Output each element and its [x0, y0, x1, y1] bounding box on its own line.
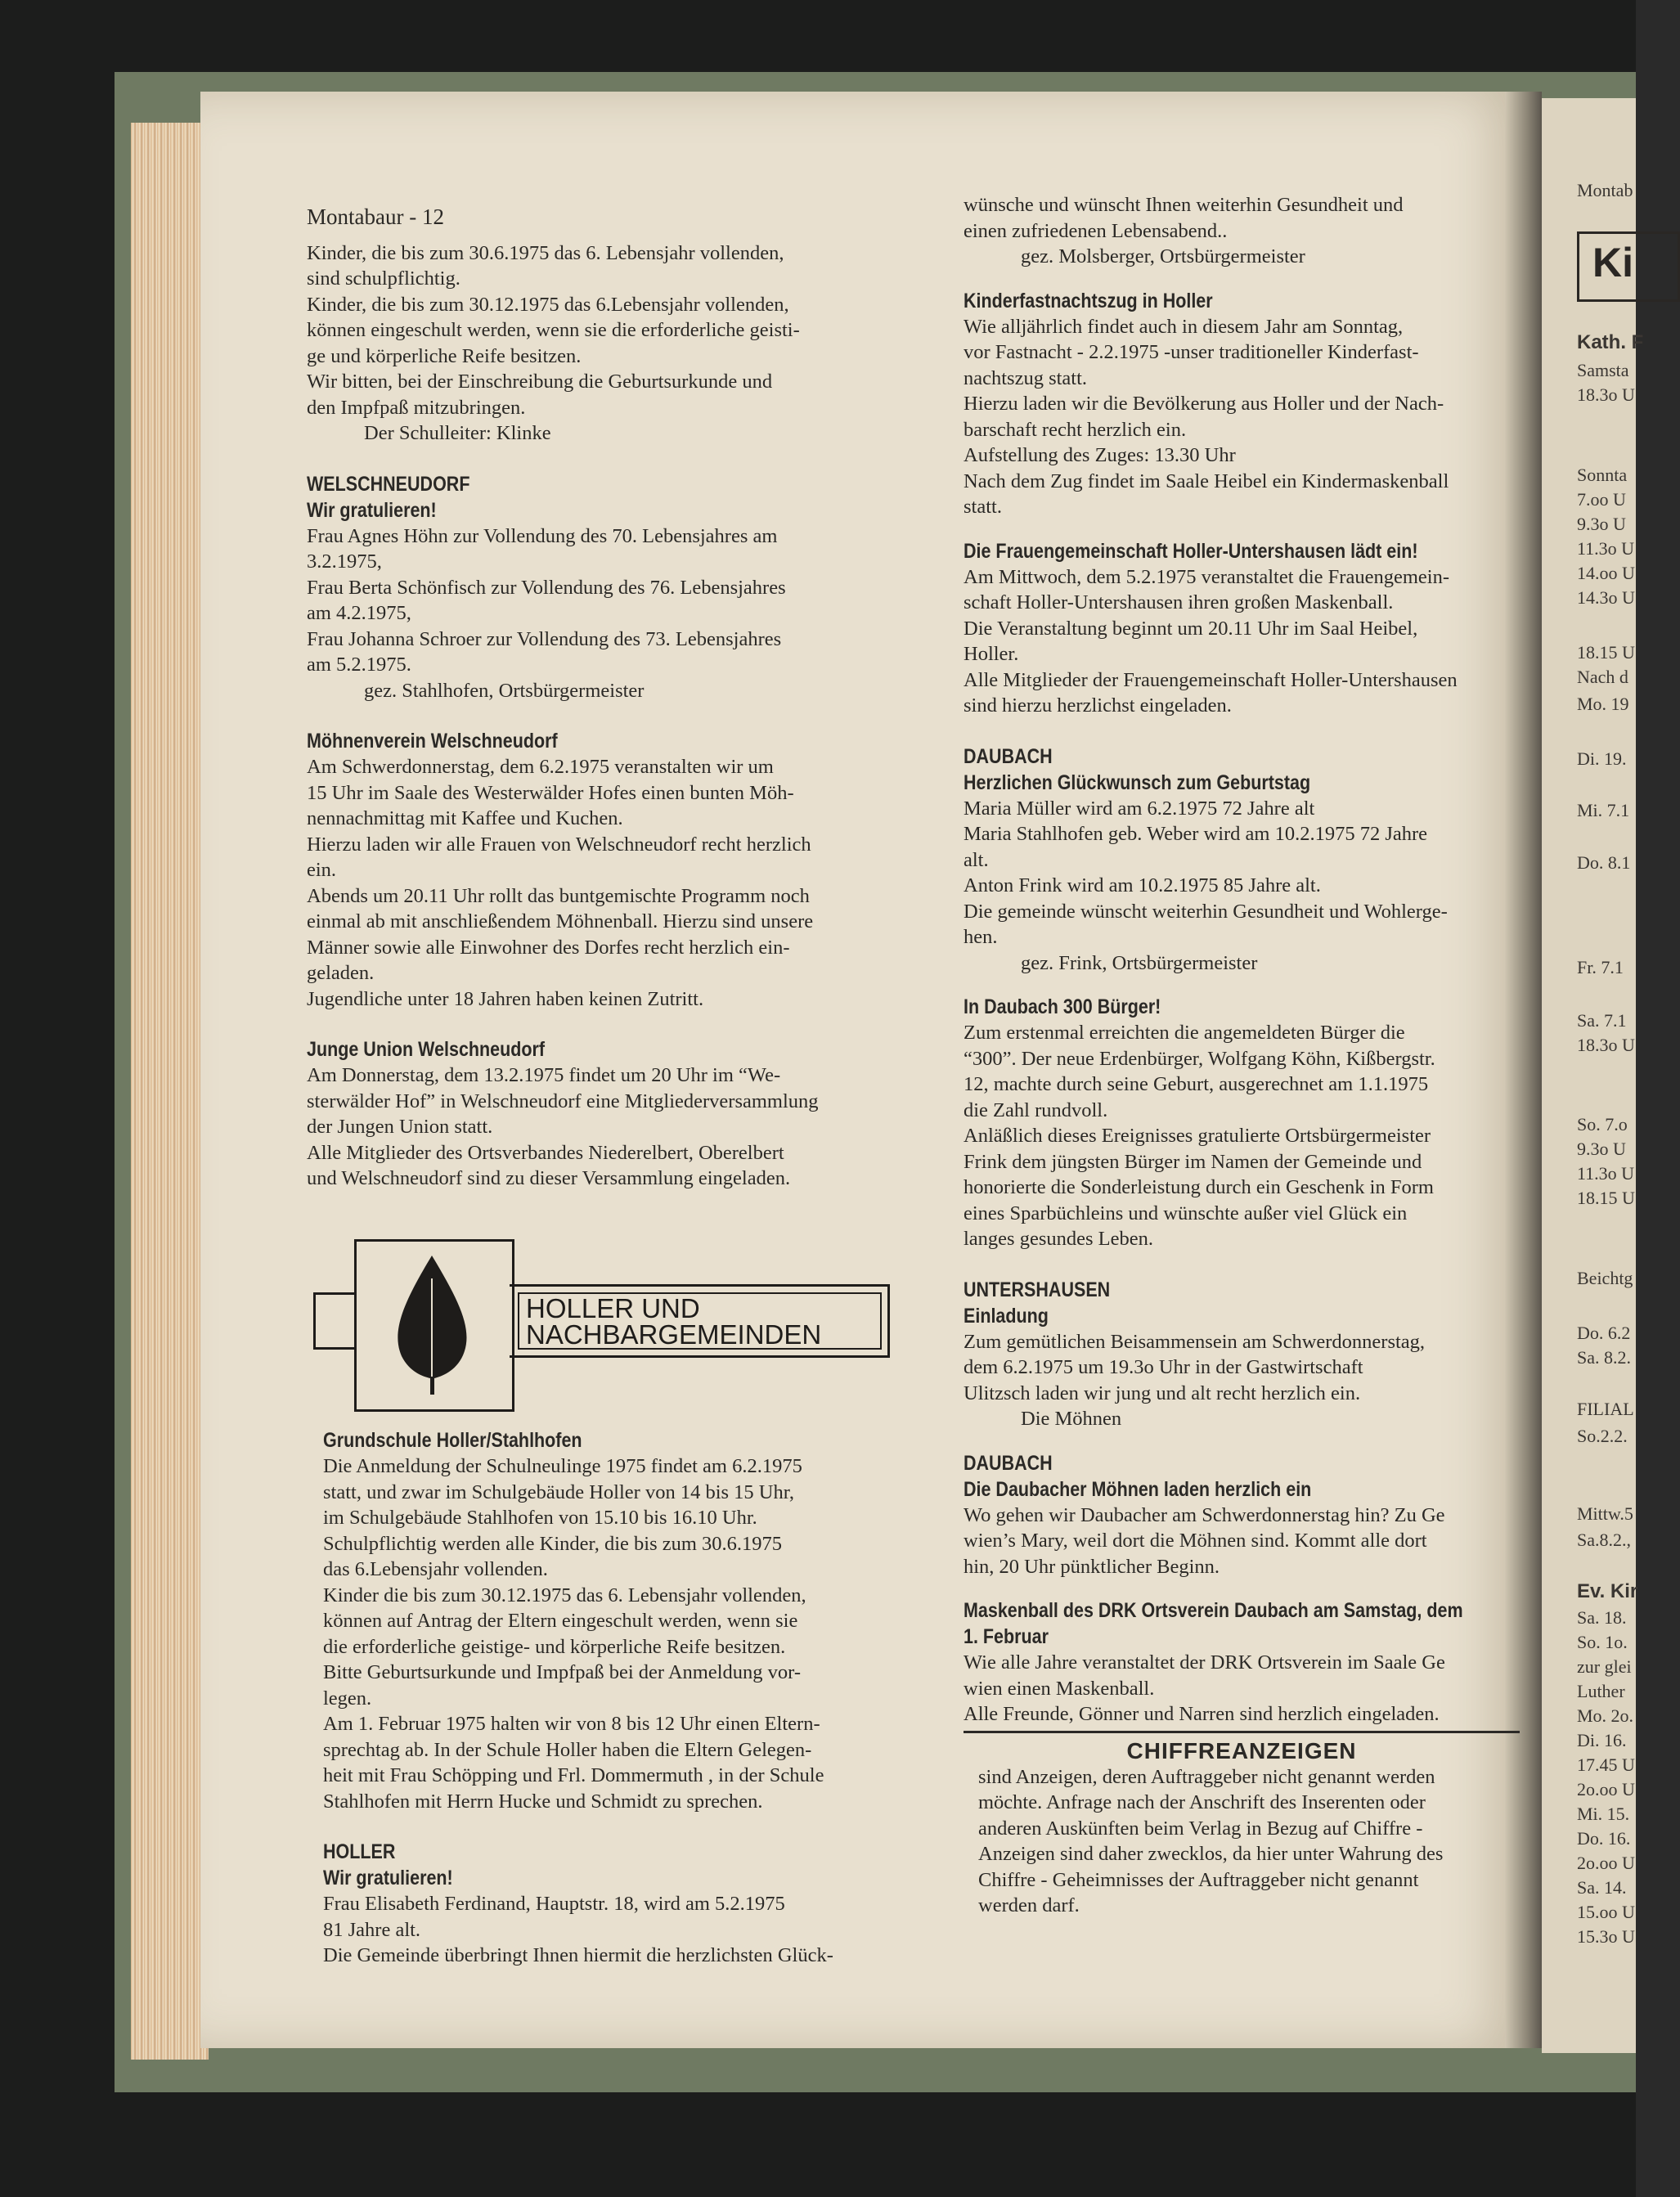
next-page-line: 15.3o U	[1577, 1926, 1635, 1947]
text-line: Männer sowie alle Einwohner des Dorfes recht herzlich ein-	[307, 936, 790, 959]
text-line: legen.	[323, 1687, 372, 1710]
section-title-line-2: 1. Februar	[964, 1625, 1049, 1648]
intro-signature: Der Schulleiter: Klinke	[364, 422, 551, 444]
text-line: geladen.	[307, 962, 375, 984]
text-line: die Zahl rundvoll.	[964, 1098, 1108, 1121]
continuation-text	[964, 192, 1544, 244]
divider	[964, 1731, 1520, 1733]
next-page-line: Fr. 7.1	[1577, 957, 1624, 977]
section-place: DAUBACH	[964, 1451, 1053, 1475]
text-line: “300”. Der neue Erdenbürger, Wolfgang Köhn, Kißbergstr.	[964, 1047, 1435, 1070]
text-line: sprechtag ab. In der Schule Holler haben die Eltern Gelegen-	[323, 1738, 812, 1761]
section-place: UNTERSHAUSEN	[964, 1278, 1111, 1301]
text-line: Alle Mitglieder des Ortsverbandes Niederelbert, Oberelbert	[307, 1141, 784, 1164]
frauengemeinschaft-text	[964, 564, 1544, 719]
daubach-signature: gez. Frink, Ortsbürgermeister	[1021, 951, 1258, 974]
text-line: am 5.2.1975.	[307, 654, 411, 676]
text-line: am 4.2.1975,	[307, 602, 411, 624]
daubach-text	[964, 796, 1544, 950]
next-page-line: Sa. 7.1	[1577, 1010, 1627, 1031]
section-title: Maskenball des DRK Ortsverein Daubach am Samstag, dem	[964, 1599, 1463, 1622]
text-line: statt, und zwar im Schulgebäude Holler von 14 bis 15 Uhr,	[323, 1480, 795, 1503]
next-page-line: Sa. 14.	[1577, 1877, 1627, 1898]
section-title: Einladung	[964, 1304, 1049, 1328]
text-line: Frau Johanna Schroer zur Vollendung des 73. Lebensjahres	[307, 627, 782, 650]
text-line: dem 6.2.1975 um 19.3o Uhr in der Gastwirtschaft	[964, 1356, 1363, 1378]
text-line: Kinder, die bis zum 30.6.1975 das 6. Lebensjahr vollenden,	[307, 241, 784, 264]
logo-line-1: HOLLER UND	[526, 1293, 700, 1323]
section-title: Kinderfastnachtszug in Holler	[964, 289, 1213, 312]
section-title: Herzlichen Glückwunsch zum Geburtstag	[964, 771, 1311, 794]
text-line: wien einen Maskenball.	[964, 1677, 1155, 1700]
kinderfastnachtszug-text	[964, 314, 1544, 520]
next-page-line: Mi. 15.	[1577, 1804, 1630, 1824]
next-page-line: Samsta	[1577, 360, 1629, 380]
text-line: alt.	[964, 848, 989, 871]
next-page-line: Nach d	[1577, 667, 1628, 687]
next-page-line: 11.3o U	[1577, 1163, 1635, 1184]
text-line: Aufstellung des Zuges: 13.30 Uhr	[964, 444, 1236, 466]
section-title: Junge Union Welschneudorf	[307, 1038, 546, 1061]
chiffre-text	[964, 1764, 1544, 1919]
text-line: Maria Müller wird am 6.2.1975 72 Jahre alt	[964, 797, 1315, 820]
next-page-line: So. 7.o	[1577, 1114, 1628, 1134]
text-line: barschaft recht herzlich ein.	[964, 418, 1187, 441]
next-page-line: Do. 8.1	[1577, 852, 1631, 873]
text-line: Anzeigen sind daher zwecklos, da hier unter Wahrung des	[978, 1843, 1444, 1865]
next-page-line: Di. 16.	[1577, 1730, 1627, 1750]
next-page-line: Mo. 19	[1577, 694, 1629, 714]
text-line: können eingeschult werden, wenn sie die erforderliche geisti-	[307, 319, 800, 341]
left-column	[307, 204, 819, 1192]
text-line: Kinder, die bis zum 30.12.1975 das 6.Lebensjahr vollenden,	[307, 293, 789, 316]
next-page-line: 2o.oo U	[1577, 1779, 1635, 1799]
text-line: statt.	[964, 496, 1002, 518]
next-page-line: Mi. 7.1	[1577, 800, 1630, 820]
text-line: Wir bitten, bei der Einschreibung die Geburtsurkunde und	[307, 371, 773, 393]
text-line: honorierte die Sonderleistung durch ein Geschenk in Form	[964, 1176, 1434, 1198]
text-line: ge und körperliche Reife besitzen.	[307, 344, 582, 367]
text-line: sind Anzeigen, deren Auftraggeber nicht genannt werden	[978, 1765, 1435, 1788]
text-line: Ulitzsch laden wir jung und alt recht herzlich ein.	[964, 1382, 1361, 1404]
text-line: Zum gemütlichen Beisammensein am Schwerdonnerstag,	[964, 1330, 1426, 1353]
text-line: Anton Frink wird am 10.2.1975 85 Jahre alt.	[964, 874, 1321, 896]
text-line: Hierzu laden wir die Bevölkerung aus Holler und der Nach-	[964, 393, 1444, 415]
welschneudorf-text	[307, 523, 819, 678]
text-line: sind hierzu herzlichst eingeladen.	[964, 694, 1232, 717]
text-line: Hierzu laden wir alle Frauen von Welschneudorf recht herzlich	[307, 833, 811, 856]
text-line: Stahlhofen mit Herrn Hucke und Schmidt zu sprechen.	[323, 1790, 763, 1813]
text-line: Frau Elisabeth Ferdinand, Hauptstr. 18, wird am 5.2.1975	[323, 1893, 785, 1915]
next-page-line: Ev. Kir	[1577, 1580, 1638, 1602]
leaf-icon	[387, 1254, 477, 1397]
text-line: Maria Stahlhofen geb. Weber wird am 10.2.1975 72 Jahre	[964, 823, 1428, 845]
text-line: 12, machte durch seine Geburt, ausgerechnet am 1.1.1975	[964, 1073, 1429, 1095]
next-page-line: Do. 16.	[1577, 1828, 1631, 1849]
text-line: vor Fastnacht - 2.2.1975 -unser traditioneller Kinderfast-	[964, 341, 1419, 363]
text-line: Kinder die bis zum 30.12.1975 das 6. Lebensjahr vollenden,	[323, 1584, 806, 1606]
section-title: Wir gratulieren!	[323, 1867, 453, 1889]
next-page-line: 14.3o U	[1577, 587, 1635, 608]
next-page-line: 2o.oo U	[1577, 1853, 1635, 1873]
text-line: Abends um 20.11 Uhr rollt das buntgemischte Programm noch	[307, 884, 810, 907]
daubach300-text	[964, 1020, 1544, 1252]
maskenball-text	[964, 1650, 1544, 1727]
logo-line-2: NACHBARGEMEINDEN	[526, 1319, 822, 1350]
text-line: Die Veranstaltung beginnt um 20.11 Uhr im Saal Heibel,	[964, 617, 1418, 640]
text-line: den Impfpaß mitzubringen.	[307, 396, 526, 419]
moehnenverein-text	[307, 754, 819, 1012]
next-page-line: Di. 19.	[1577, 748, 1627, 769]
next-page-line: zur glei	[1577, 1656, 1632, 1677]
text-line: Schulpflichtig werden alle Kinder, die bis zum 30.6.1975	[323, 1532, 783, 1555]
text-line: eines Sparbüchleins und wünschte außer viel Glück ein	[964, 1202, 1408, 1224]
next-page-line: 9.3o U	[1577, 1139, 1626, 1159]
holler-text	[323, 1891, 833, 1969]
text-line: werden darf.	[978, 1894, 1080, 1916]
intro-block	[307, 240, 819, 421]
text-line: sterwälder Hof” in Welschneudorf eine Mitgliederversammlung	[307, 1090, 819, 1112]
next-page-line: 18.15 U	[1577, 1188, 1635, 1208]
text-line: möchte. Anfrage nach der Anschrift des Inserenten oder	[978, 1791, 1426, 1813]
text-line: Zum erstenmal erreichten die angemeldeten Bürger die	[964, 1022, 1405, 1044]
text-line: anderen Auskünften beim Verlag in Bezug auf Chiffre -	[978, 1817, 1423, 1840]
text-line: Alle Mitglieder der Frauengemeinschaft Holler-Untershausen	[964, 668, 1458, 691]
text-line: einmal ab mit anschließendem Möhnenball. Hierzu sind unsere	[307, 910, 814, 932]
next-page-line: FILIAL	[1577, 1399, 1634, 1419]
text-line: Jugendliche unter 18 Jahren haben keinen Zutritt.	[307, 987, 704, 1010]
text-line: Die gemeinde wünscht weiterhin Gesundheit und Wohlerge-	[964, 900, 1448, 923]
text-line: schaft Holler-Untershausen ihren großen Maskenball.	[964, 591, 1394, 613]
text-line: Wie alljährlich findet auch in diesem Jahr am Sonntag,	[964, 315, 1404, 338]
right-column	[964, 192, 1544, 1919]
text-line: Nach dem Zug findet im Saale Heibel ein Kindermaskenball	[964, 470, 1449, 492]
text-line: 3.2.1975,	[307, 550, 382, 573]
next-page-line: 18.15 U	[1577, 642, 1635, 663]
text-line: heit mit Frau Schöpping und Frl. Dommermuth , in der Schule	[323, 1764, 824, 1786]
next-page-line: 7.oo U	[1577, 489, 1626, 510]
next-page-line: 18.3o U	[1577, 384, 1635, 405]
text-line: Am Mittwoch, dem 5.2.1975 veranstaltet die Frauengemein-	[964, 565, 1449, 588]
text-line: die erforderliche geistige- und körperliche Reife besitzen.	[323, 1635, 786, 1658]
text-line: Frink dem jüngsten Bürger im Namen der Gemeinde und	[964, 1150, 1422, 1173]
text-line: hin, 20 Uhr pünktlicher Beginn.	[964, 1555, 1220, 1578]
next-page-line: 18.3o U	[1577, 1035, 1635, 1055]
text-line: im Schulgebäude Stahlhofen von 15.10 bis 16.10 Uhr.	[323, 1507, 757, 1529]
text-line: der Jungen Union statt.	[307, 1116, 493, 1138]
text-line: Holler.	[964, 643, 1019, 665]
text-line: Frau Agnes Höhn zur Vollendung des 70. Lebensjahres am	[307, 524, 778, 547]
page-header: Montabaur - 12	[307, 204, 444, 229]
section-title: Die Frauengemeinschaft Holler-Untershausen lädt ein!	[964, 539, 1418, 563]
next-page-line: 17.45 U	[1577, 1754, 1635, 1775]
next-page-box-letters: Ki	[1592, 240, 1633, 285]
next-page-line: So. 1o.	[1577, 1632, 1628, 1652]
holler-logo	[313, 1239, 906, 1411]
text-line: Am Donnerstag, dem 13.2.1975 findet um 20 Uhr im “We-	[307, 1064, 781, 1086]
continuation-signature: gez. Molsberger, Ortsbürgermeister	[1021, 245, 1305, 267]
next-page-line: Sa. 18.	[1577, 1607, 1627, 1628]
left-column-lower	[323, 1427, 833, 1969]
chiffre-title: CHIFFREANZEIGEN	[1126, 1737, 1357, 1763]
text-line: Wie alle Jahre veranstaltet der DRK Ortsverein im Saale Ge	[964, 1651, 1445, 1674]
text-line: sind schulpflichtig.	[307, 267, 460, 290]
section-place: DAUBACH	[964, 744, 1053, 768]
next-page-line: Mo. 2o.	[1577, 1705, 1634, 1726]
next-page-line: So.2.2.	[1577, 1426, 1628, 1446]
next-page-line: 15.oo U	[1577, 1902, 1635, 1922]
next-page-boxed-heading	[1577, 231, 1680, 302]
text-line: Die Anmeldung der Schulneulinge 1975 findet am 6.2.1975	[323, 1455, 802, 1477]
text-line: Anläßlich dieses Ereignisses gratulierte Ortsbürgermeister	[964, 1125, 1431, 1147]
next-page-line: Luther	[1577, 1681, 1625, 1701]
next-page-line: Beichtg	[1577, 1268, 1633, 1288]
text-line: Chiffre - Geheimnisses der Auftraggeber nicht genannt	[978, 1868, 1419, 1891]
section-title: In Daubach 300 Bürger!	[964, 995, 1161, 1018]
next-page-line: 14.oo U	[1577, 563, 1635, 583]
text-line: hen.	[964, 926, 998, 948]
text-line: Am Schwerdonnerstag, dem 6.2.1975 veranstalten wir um	[307, 756, 774, 778]
next-page-line: Sa.8.2.,	[1577, 1530, 1631, 1550]
page-edges	[131, 123, 209, 2060]
untershausen-signature: Die Möhnen	[1021, 1408, 1122, 1430]
text-line: und Welschneudorf sind zu dieser Versammlung eingeladen.	[307, 1167, 791, 1189]
untershausen-text	[964, 1329, 1544, 1407]
next-page-line: Sa. 8.2.	[1577, 1347, 1631, 1368]
text-line: Am 1. Februar 1975 halten wir von 8 bis 12 Uhr einen Eltern-	[323, 1713, 820, 1735]
next-page-line: 9.3o U	[1577, 514, 1626, 534]
text-line: das 6.Lebensjahr vollenden.	[323, 1558, 548, 1580]
text-line: Die Gemeinde überbringt Ihnen hiermit die herzlichsten Glück-	[323, 1944, 833, 1966]
next-page-line: Sonnta	[1577, 465, 1628, 485]
welschneudorf-signature: gez. Stahlhofen, Ortsbürgermeister	[364, 679, 645, 702]
section-place: WELSCHNEUDORF	[307, 472, 470, 496]
text-line: nachtszug statt.	[964, 366, 1088, 389]
text-line: ein.	[307, 859, 337, 881]
section-title: Die Daubacher Möhnen laden herzlich ein	[964, 1477, 1312, 1501]
next-page-line: Mittw.5	[1577, 1503, 1633, 1524]
grundschule-text	[323, 1453, 833, 1814]
text-line: Frau Berta Schönfisch zur Vollendung des 76. Lebensjahres	[307, 576, 786, 599]
text-line: wünsche und wünscht Ihnen weiterhin Gesundheit und	[964, 194, 1404, 216]
text-line: Bitte Geburtsurkunde und Impfpaß bei der Anmeldung vor-	[323, 1661, 801, 1683]
text-line: Wo gehen wir Daubacher am Schwerdonnerstag hin? Zu Ge	[964, 1503, 1445, 1526]
junge-union-text	[307, 1063, 819, 1192]
text-line: können auf Antrag der Eltern eingeschult werden, wenn sie	[323, 1610, 798, 1632]
text-line: Alle Freunde, Gönner und Narren sind herzlich eingeladen.	[964, 1703, 1440, 1725]
text-line: nennachmittag mit Kaffee und Kuchen.	[307, 807, 623, 829]
next-page-header: Montab	[1577, 180, 1633, 200]
next-page-line: Kath. F	[1577, 331, 1644, 353]
text-line: einen zufriedenen Lebensabend..	[964, 219, 1228, 242]
text-line: wien’s Mary, weil dort die Möhnen sind. Kommt alle dort	[964, 1530, 1427, 1552]
daubach-moehnen-text	[964, 1503, 1544, 1580]
text-line: 81 Jahre alt.	[323, 1918, 421, 1941]
section-title: Grundschule Holler/Stahlhofen	[323, 1429, 582, 1452]
text-line: 15 Uhr im Saale des Westerwälder Hofes einen bunten Möh-	[307, 781, 794, 804]
section-title: Wir gratulieren!	[307, 498, 437, 522]
section-title: Möhnenverein Welschneudorf	[307, 730, 558, 753]
text-line: langes gesundes Leben.	[964, 1228, 1153, 1250]
section-place: HOLLER	[323, 1840, 396, 1863]
next-page-line: Do. 6.2	[1577, 1323, 1631, 1343]
next-page-line: 11.3o U	[1577, 538, 1635, 559]
